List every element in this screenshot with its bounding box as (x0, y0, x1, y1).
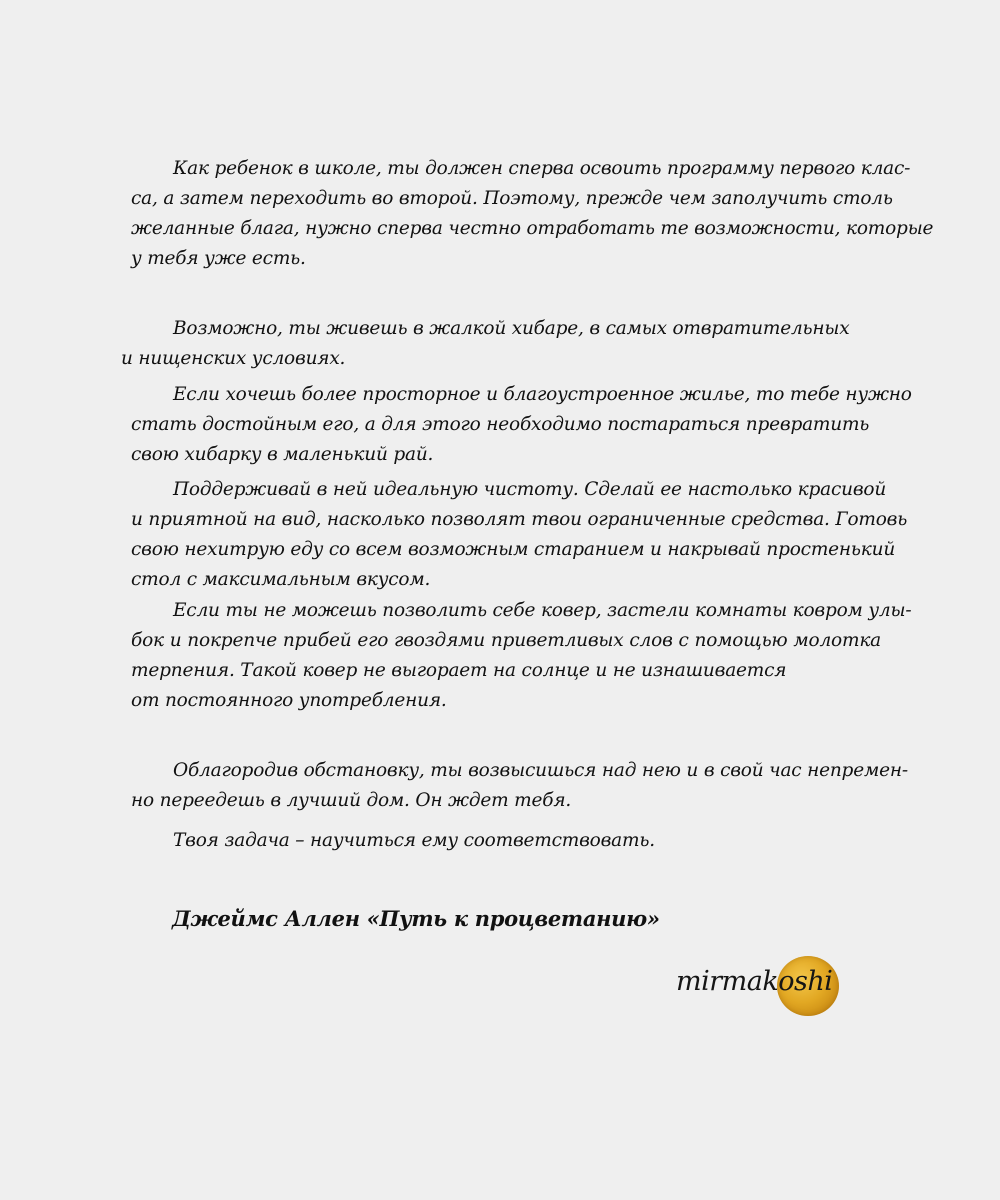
text-line: стол с максимальным вкусом. (131, 569, 431, 590)
watermark-text: mirmakoshi (676, 966, 833, 997)
paragraph-5 (131, 596, 912, 716)
text-line: желанные блага, нужно сперва честно отработать те возможности, которые (131, 218, 934, 239)
paragraph-4 (131, 475, 908, 595)
text-line: от постоянного употребления. (131, 690, 447, 711)
text-line: са, а затем переходить во второй. Поэтому, прежде чем заполучить столь (131, 188, 893, 209)
text-line: Возможно, ты живешь в жалкой хибаре, в самых отвратительных (173, 318, 850, 339)
text-line: Поддерживай в ней идеальную чистоту. Сделай ее настолько красивой (173, 479, 887, 500)
text-line: свою нехитрую еду со всем возможным старанием и накрывай простенький (131, 539, 896, 560)
text-line: Твоя задача – научиться ему соответствовать. (173, 830, 655, 851)
text-line: Как ребенок в школе, ты должен сперва освоить программу первого клас- (173, 158, 911, 179)
paragraph-1 (131, 154, 934, 274)
paragraph-7 (131, 826, 881, 856)
text-line: Облагородив обстановку, ты возвысишься над нею и в свой час непремен- (173, 760, 908, 781)
text-line: терпения. Такой ковер не выгорает на солнце и не изнашивается (131, 660, 787, 681)
paragraph-6 (131, 756, 908, 816)
watermark (676, 958, 846, 1018)
paragraph-3 (131, 380, 912, 470)
paragraph-2 (121, 314, 881, 374)
text-line: и приятной на вид, насколько позволят твои ограниченные средства. Готовь (131, 509, 908, 530)
author-attribution: Джеймс Аллен «Путь к процветанию» (172, 906, 660, 931)
text-line: свою хибарку в маленький рай. (131, 444, 434, 465)
text-line: у тебя уже есть. (131, 248, 306, 269)
text-line: Если хочешь более просторное и благоустроенное жилье, то тебе нужно (173, 384, 912, 405)
text-line: и нищенских условиях. (121, 348, 346, 369)
text-line: стать достойным его, а для этого необходимо постараться превратить (131, 414, 870, 435)
text-line: но переедешь в лучший дом. Он ждет тебя. (131, 790, 572, 811)
text-line: бок и покрепче прибей его гвоздями приветливых слов с помощью молотка (131, 630, 881, 651)
text-line: Если ты не можешь позволить себе ковер, застели комнаты ковром улы- (173, 600, 912, 621)
